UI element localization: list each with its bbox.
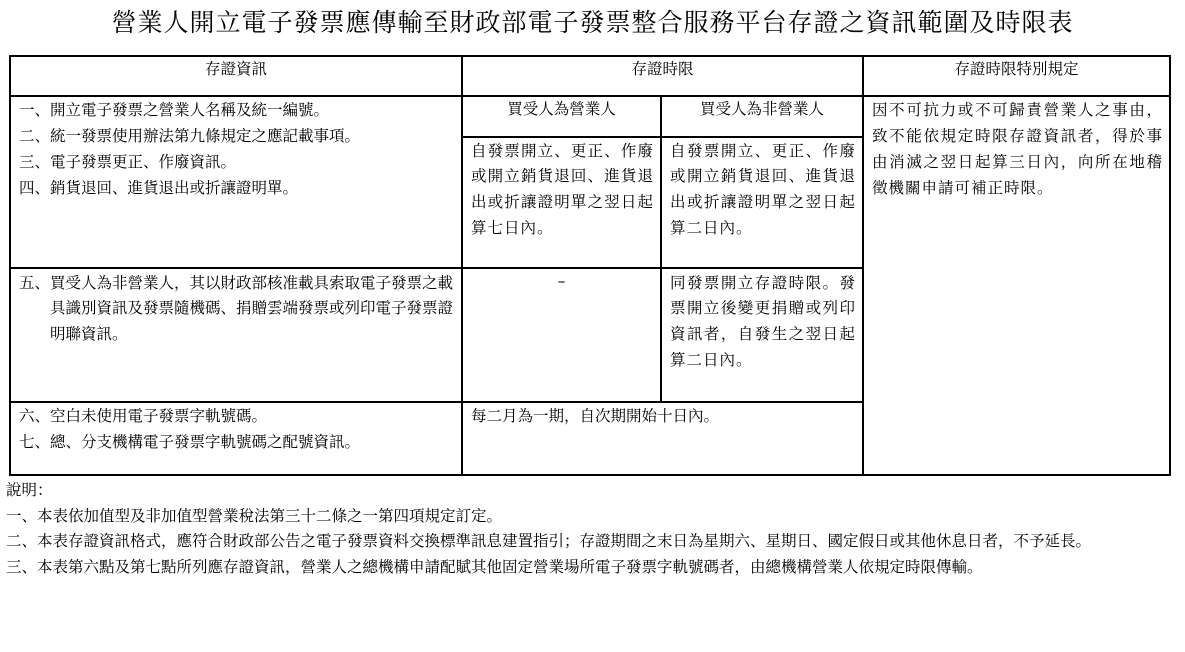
- list-item: 五、買受人為非營業人，其以財政部核准載具索取電子發票之載具識別資訊及發票隨機碼、捐贈雲端發票或列印電子發票證明聯資訊。: [19, 273, 454, 344]
- document-title: 營業人開立電子發票應傳輸至財政部電子發票整合服務平台存證之資訊範圍及時限表: [111, 8, 1074, 37]
- note-item: 三、本表第六點及第七點所列應存證資訊，營業人之總機構申請配賦其他固定營業場所電子發票字軌號碼者，由總機構營業人依規定時限傳輸。: [6, 557, 983, 576]
- row1-business-period: 自發票開立、更正、作廢或開立銷貨退回、進貨退出或折讓證明單之翌日起算七日內。: [462, 137, 661, 268]
- row1-non-business-period: 自發票開立、更正、作廢或開立銷貨退回、進貨退出或折讓證明單之翌日起算二日內。: [661, 137, 863, 268]
- notes-section: [6, 478, 1178, 580]
- row3-items: [10, 402, 462, 475]
- special-rules-cell: [863, 96, 1170, 475]
- list-item: 三、電子發票更正、作廢資訊。: [19, 152, 237, 171]
- special-rules-text: 因不可抗力或不可歸責營業人之事由，致不能依規定時限存證資訊者，得於事由消滅之翌日起算三日內，向所在地稽徵機關申請可補正時限。: [872, 101, 1164, 197]
- row3-period: 每二月為一期，自次期開始十日內。: [462, 402, 863, 475]
- list-item: 一、開立電子發票之營業人名稱及統一編號。: [19, 101, 330, 120]
- header-special-rules: 存證時限特別規定: [863, 56, 1170, 96]
- list-item: 二、統一發票使用辦法第九條規定之應記載事項。: [19, 127, 361, 146]
- header-retention-period: 存證時限: [462, 56, 863, 96]
- list-item: 四、銷貨退回、進貨退出或折讓證明單。: [19, 178, 299, 197]
- notes-heading: 說明：: [6, 481, 53, 499]
- list-item: 六、空白未使用電子發票字軌號碼。: [19, 407, 268, 426]
- list-item: 七、總、分支機構電子發票字軌號碼之配號資訊。: [19, 433, 361, 452]
- subheader-non-business-buyer: 買受人為非營業人: [661, 96, 863, 136]
- subheader-business-buyer: 買受人為營業人: [462, 96, 661, 136]
- row2-non-business-period: 同發票開立存證時限。發票開立後變更捐贈或列印資訊者，自發生之翌日起算二日內。: [661, 268, 863, 403]
- row1-items: [10, 96, 462, 267]
- note-item: 一、本表依加值型及非加值型營業稅法第三十二條之一第四項規定訂定。: [6, 506, 503, 525]
- row2-items: [10, 268, 462, 403]
- retention-table: [9, 55, 1171, 476]
- header-retention-info: 存證資訊: [10, 56, 462, 96]
- note-item: 二、本表存證資訊格式，應符合財政部公告之電子發票資料交換標準訊息建置指引；存證期間之末日為星期六、星期日、國定假日或其他休息日者，不予延長。: [6, 532, 1092, 550]
- row2-business-period: –: [462, 268, 661, 403]
